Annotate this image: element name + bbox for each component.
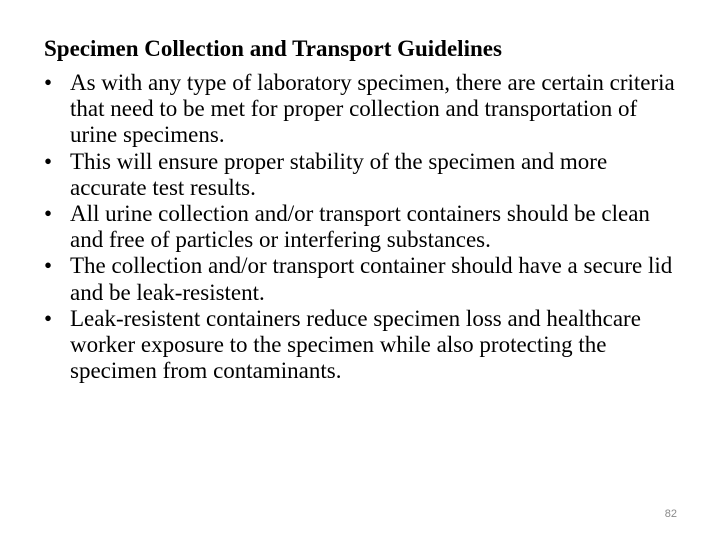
bullet-text: Leak-resistent containers reduce specimen loss and healthcare worker exposure to the specimen while also protecting the specimen from contaminants.	[70, 305, 641, 384]
bullet-text: As with any type of laboratory specimen, there are certain criteria that need to be met for proper collection and transportation of urine specimens.	[70, 70, 675, 148]
page-number: 82	[664, 508, 677, 520]
bullet-list	[44, 70, 684, 384]
bullet-text: This will ensure proper stability of the specimen and more accurate test results.	[70, 148, 608, 200]
bullet-item	[44, 149, 684, 201]
slide-title: Specimen Collection and Transport Guidelines	[44, 36, 502, 61]
bullet-marker: •	[44, 253, 53, 279]
bullet-item	[44, 201, 684, 253]
bullet-item	[44, 306, 684, 385]
bullet-item	[44, 70, 684, 149]
bullet-item	[44, 253, 684, 305]
bullet-marker: •	[44, 305, 53, 331]
bullet-marker: •	[44, 201, 53, 227]
bullet-marker: •	[44, 70, 53, 95]
bullet-text: All urine collection and/or transport containers should be clean and free of particles or interfering substances.	[70, 201, 650, 253]
bullet-marker: •	[44, 148, 53, 174]
bullet-text: The collection and/or transport container should have a secure lid and be leak-resistent.	[70, 253, 673, 305]
